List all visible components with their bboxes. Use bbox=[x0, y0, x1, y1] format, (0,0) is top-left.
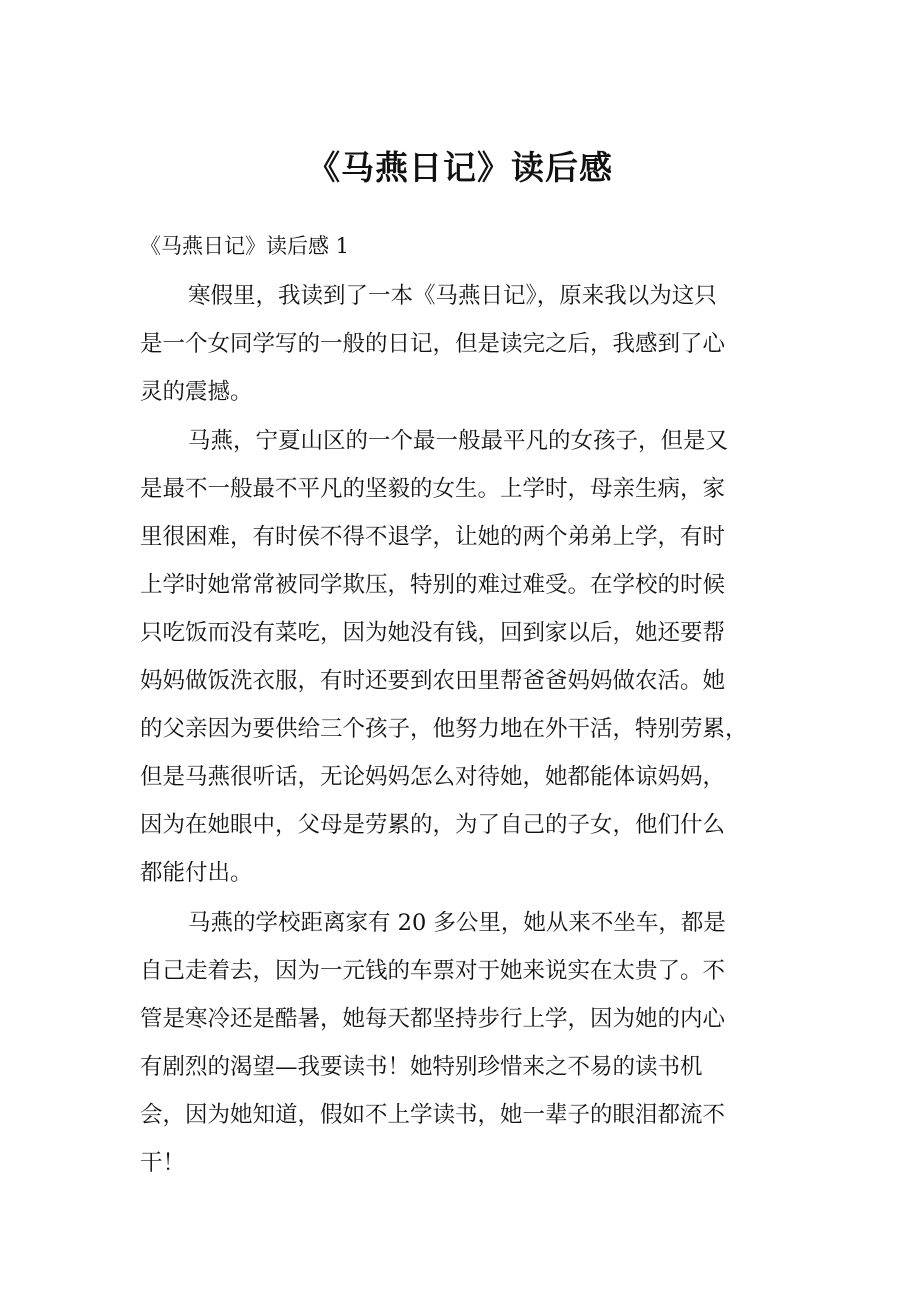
paragraph-line: 因为在她眼中，父母是劳累的，为了自己的子女，他们什么 bbox=[140, 812, 726, 838]
paragraph-line: 会，因为她知道，假如不上学读书，她一辈子的眼泪都流不 bbox=[140, 1102, 726, 1128]
paragraph-line: 马燕的学校距离家有 20 多公里，她从来不坐车，都是 bbox=[188, 910, 726, 936]
paragraph-line: 自己走着去，因为一元钱的车票对于她来说实在太贵了。不 bbox=[140, 958, 726, 984]
paragraph-line: 的父亲因为要供给三个孩子，他努力地在外干活，特别劳累， bbox=[140, 716, 748, 742]
paragraph-line: 妈妈做饭洗衣服，有时还要到农田里帮爸爸妈妈做农活。她 bbox=[140, 668, 726, 694]
paragraph-line: 是最不一般最不平凡的坚毅的女生。上学时，母亲生病，家 bbox=[140, 476, 726, 502]
paragraph-line: 上学时她常常被同学欺压，特别的难过难受。在学校的时候 bbox=[140, 572, 726, 598]
paragraph-line: 马燕，宁夏山区的一个最一般最平凡的女孩子，但是又 bbox=[188, 428, 729, 454]
paragraph-line: 里很困难，有时侯不得不退学，让她的两个弟弟上学，有时 bbox=[140, 524, 726, 550]
document-title: 《马燕日记》读后感 bbox=[307, 148, 613, 187]
section-heading: 《马燕日记》读后感 1 bbox=[140, 234, 350, 258]
paragraph-3 bbox=[140, 899, 790, 1187]
paragraph-1 bbox=[140, 272, 790, 416]
paragraph-2 bbox=[140, 417, 790, 897]
paragraph-line: 但是马燕很听话，无论妈妈怎么对待她，她都能体谅妈妈， bbox=[140, 764, 726, 790]
paragraph-line: 只吃饭而没有菜吃，因为她没有钱，回到家以后，她还要帮 bbox=[140, 620, 726, 646]
paragraph-line: 都能付出。 bbox=[140, 860, 253, 886]
paragraph-line: 灵的震撼。 bbox=[140, 379, 253, 405]
paragraph-line: 寒假里，我读到了一本《马燕日记》，原来我以为这只 bbox=[188, 283, 717, 309]
paragraph-line: 管是寒冷还是酷暑，她每天都坚持步行上学，因为她的内心 bbox=[140, 1006, 726, 1032]
paragraph-line: 是一个女同学写的一般的日记，但是读完之后，我感到了心 bbox=[140, 331, 726, 357]
paragraph-line: 干！ bbox=[140, 1150, 186, 1176]
paragraph-line: 有剧烈的渴望—我要读书！她特别珍惜来之不易的读书机 bbox=[140, 1054, 703, 1080]
